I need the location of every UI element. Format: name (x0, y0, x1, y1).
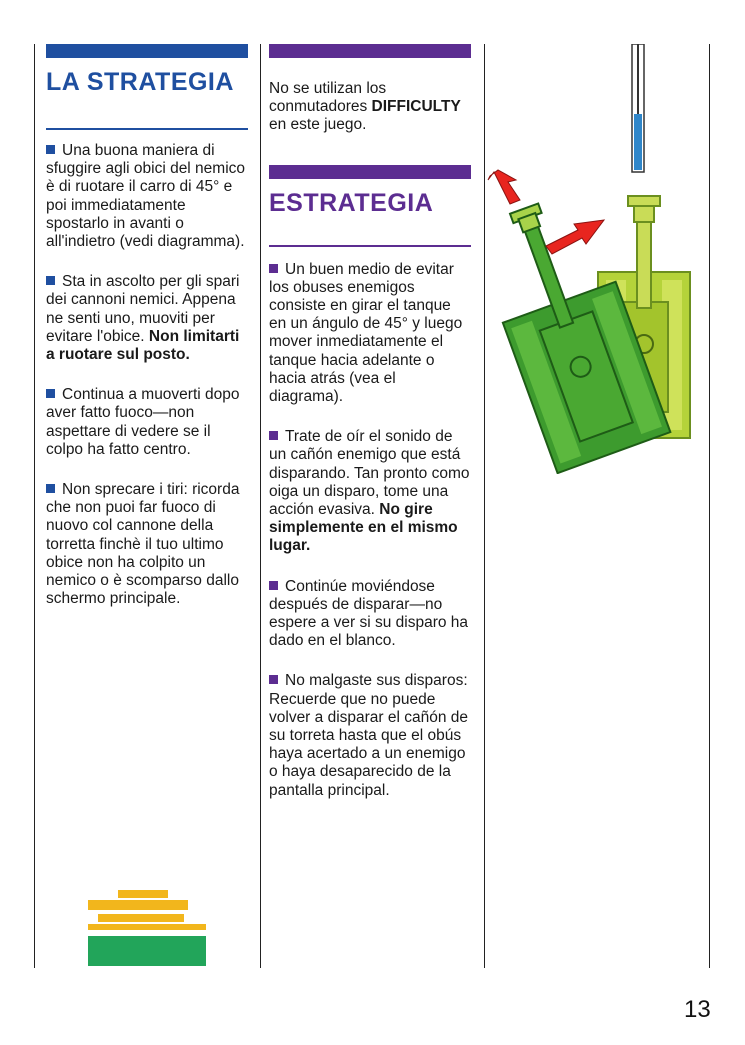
square-bullet-icon (269, 675, 278, 684)
falling-shell-icon (632, 44, 644, 172)
italian-emphasis: Non limitarti a ruotare sul posto. (46, 327, 240, 364)
italian-header-bar (46, 44, 248, 58)
square-bullet-icon (46, 276, 55, 285)
square-bullet-icon (46, 484, 55, 493)
italian-paragraph-4: Non sprecare i tiri: ricorda che non puoi far fuoco di nuovo col cannone della torretta finchè il tuo ultimo obice non ha colpito un nemico o è scomparso dallo schermo principale. (46, 481, 240, 608)
page-number: 13 (684, 996, 711, 1023)
square-bullet-icon (46, 145, 55, 154)
spanish-paragraph-3: Continúe moviéndose después de disparar—no espere a ver si su disparo ha dado en el blanco. (269, 577, 469, 650)
square-bullet-icon (269, 581, 278, 590)
spanish-paragraph-2: Trate de oír el sonido de un cañón enemigo que está disparando. Tan pronto como oiga un disparo, tome una acción evasiva. No gire simplemente en el mismo lugar. (269, 428, 470, 555)
tank-rotation-diagram (486, 44, 708, 474)
column-divider-1 (34, 44, 35, 968)
spanish-title-rule (269, 245, 471, 247)
italian-column (46, 44, 248, 630)
italian-paragraph-1: Una buona maniera di sfuggire agli obici del nemico è di ruotare il carro di 45° e poi immediatamente spostarlo in avanti o all'indietro (vedi diagramma). (46, 142, 246, 251)
italian-title-rule (46, 128, 248, 130)
pixel-tank-logo-icon (86, 888, 208, 970)
spanish-intro: No se utilizan los conmutadores DIFFICULTY en este juego. (269, 80, 461, 134)
spanish-paragraph-1: Un buen medio de evitar los obuses enemigos consiste en girar el tanque en un ángulo de 45° y luego mover inmediatamente el tanque hacia adelante o hacia atrás (vea el diagrama). (269, 260, 463, 406)
spanish-paragraph-4: No malgaste sus disparos: Recuerde que no puede volver a disparar el cañón de su torreta hasta que el obús haya acertado a un enemigo o haya desaparecido de la pantalla principal. (269, 672, 469, 799)
column-divider-3 (484, 44, 485, 968)
square-bullet-icon (269, 264, 278, 273)
rotation-arrow-icon (546, 220, 604, 254)
spanish-header-bar (269, 165, 471, 179)
spanish-top-bar (269, 44, 471, 58)
spanish-title: ESTRATEGIA (269, 188, 434, 217)
spanish-column (269, 44, 471, 822)
column-divider-4 (709, 44, 710, 968)
italian-paragraph-2: Sta in ascolto per gli spari dei cannoni nemici. Appena ne senti uno, muoviti per evitare l'obice. Non limitarti a ruotare sul posto. (46, 273, 240, 364)
square-bullet-icon (46, 389, 55, 398)
italian-title: LA STRATEGIA (46, 68, 234, 96)
spanish-emphasis: No gire simplemente en el mismo lugar. (269, 501, 458, 555)
square-bullet-icon (269, 431, 278, 440)
italian-paragraph-3: Continua a muoverti dopo aver fatto fuoco—non aspettare di vedere se il colpo ha fatto centro. (46, 386, 240, 458)
movement-arrow-icon (488, 170, 520, 204)
column-divider-2 (260, 44, 261, 968)
